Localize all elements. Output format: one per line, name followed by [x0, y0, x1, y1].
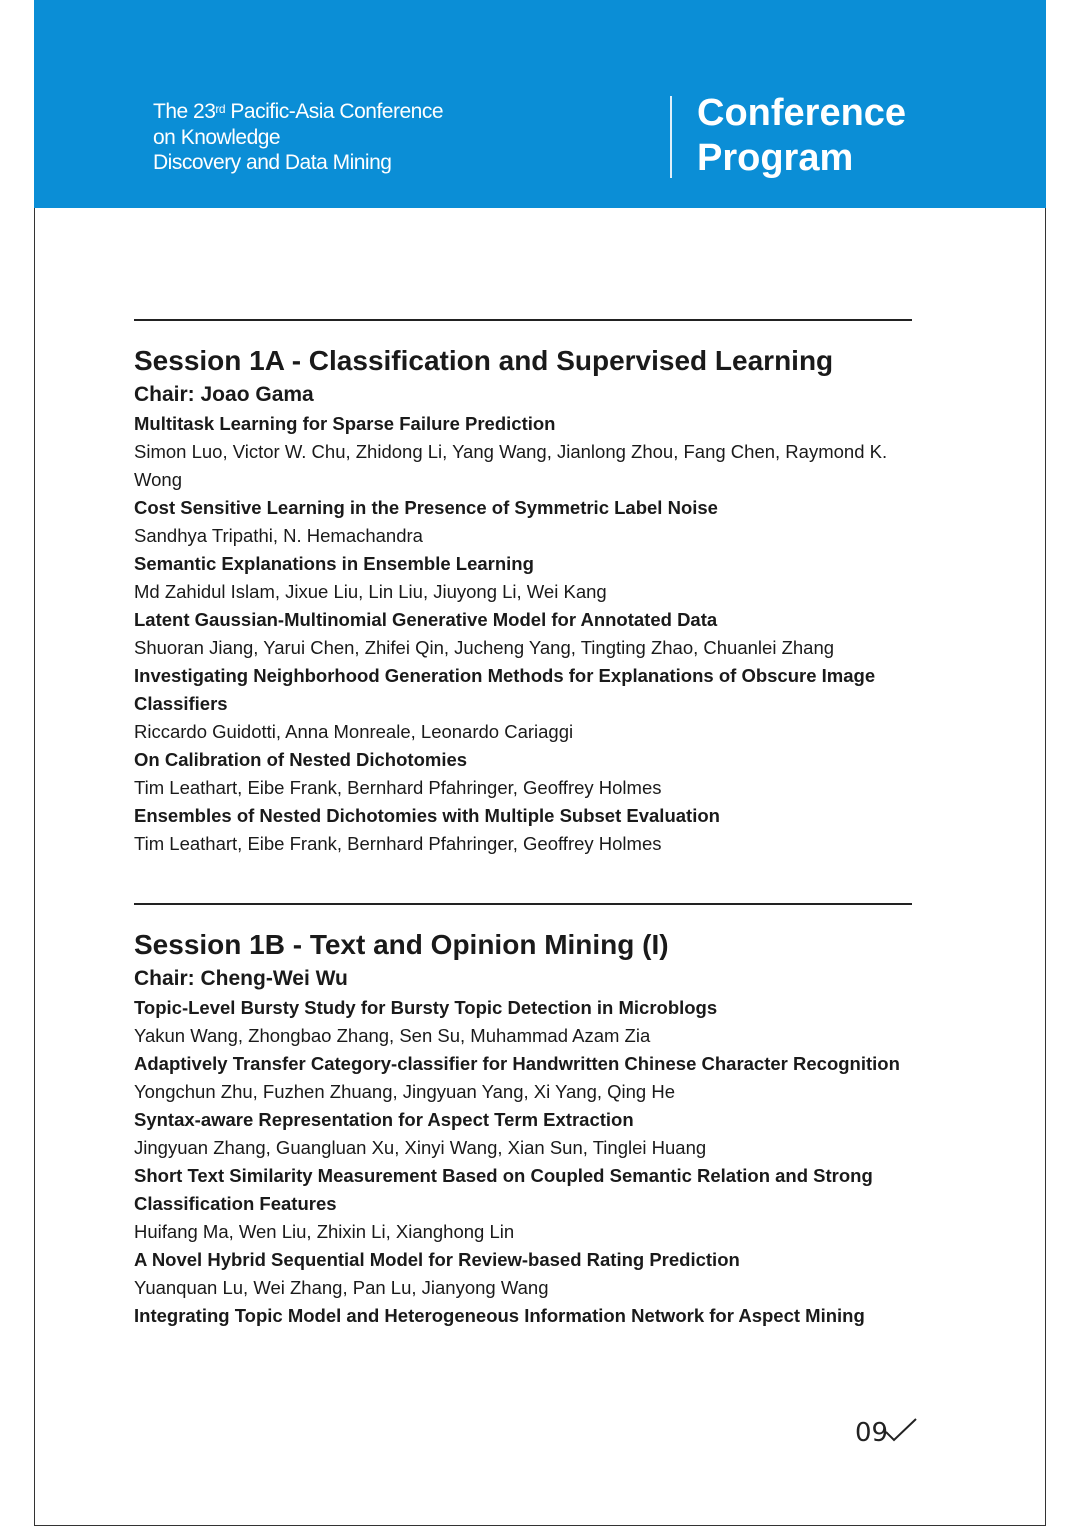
session-title: Session 1B - Text and Opinion Mining (I)	[134, 929, 669, 960]
paper-title: Cost Sensitive Learning in the Presence of Symmetric Label Noise	[134, 497, 718, 518]
paper-authors: Yongchun Zhu, Fuzhen Zhuang, Jingyuan Yang, Xi Yang, Qing He	[134, 1081, 675, 1102]
paper-title: Integrating Topic Model and Heterogeneous Information Network for Aspect Mining	[134, 1305, 865, 1326]
paper-title: Short Text Similarity Measurement Based on Coupled Semantic Relation and Strong Classification Features	[134, 1165, 873, 1214]
paper-title: Multitask Learning for Sparse Failure Prediction	[134, 413, 556, 434]
checkmark-icon	[883, 1416, 919, 1444]
paper-authors: Tim Leathart, Eibe Frank, Bernhard Pfahringer, Geoffrey Holmes	[134, 777, 662, 798]
paper-authors: Yakun Wang, Zhongbao Zhang, Sen Su, Muhammad Azam Zia	[134, 1025, 651, 1046]
program-title-line-2: Program	[697, 137, 854, 179]
paper-title: Topic-Level Bursty Study for Bursty Topic Detection in Microblogs	[134, 997, 718, 1018]
ordinal-suffix: rd	[215, 102, 226, 116]
session-1a	[134, 319, 912, 858]
paper-authors: Tim Leathart, Eibe Frank, Bernhard Pfahringer, Geoffrey Holmes	[134, 833, 662, 854]
program-title-line-1: Conference	[697, 92, 907, 134]
paper-authors: Huifang Ma, Wen Liu, Zhixin Li, Xianghong Lin	[134, 1221, 515, 1242]
paper-title: Ensembles of Nested Dichotomies with Multiple Subset Evaluation	[134, 805, 720, 826]
paper-title: Semantic Explanations in Ensemble Learning	[134, 553, 534, 574]
conference-line-2: on Knowledge	[153, 125, 281, 149]
session-chair: Chair: Joao Gama	[134, 383, 314, 406]
paper-title: On Calibration of Nested Dichotomies	[134, 749, 468, 770]
conference-name	[153, 99, 443, 176]
conference-line-1-rest: Pacific-Asia Conference	[225, 100, 443, 123]
paper-authors: Yuanquan Lu, Wei Zhang, Pan Lu, Jianyong Wang	[134, 1277, 549, 1298]
section-rule	[134, 903, 912, 905]
paper-authors: Md Zahidul Islam, Jixue Liu, Lin Liu, Jiuyong Li, Wei Kang	[134, 581, 607, 602]
section-rule	[134, 319, 912, 321]
page-number: 09	[855, 1418, 889, 1448]
session-chair: Chair: Cheng-Wei Wu	[134, 967, 348, 990]
paper-authors: Sandhya Tripathi, N. Hemachandra	[134, 525, 423, 546]
session-1b	[134, 903, 912, 1330]
paper-title: A Novel Hybrid Sequential Model for Review-based Rating Prediction	[134, 1249, 740, 1270]
conference-line-3: Discovery and Data Mining	[153, 151, 392, 174]
paper-title: Investigating Neighborhood Generation Methods for Explanations of Obscure Image Classifiers	[134, 665, 876, 714]
paper-title: Adaptively Transfer Category-classifier for Handwritten Chinese Character Recognition	[134, 1053, 900, 1074]
session-title: Session 1A - Classification and Supervised Learning	[134, 345, 834, 376]
paper-authors: Shuoran Jiang, Yarui Chen, Zhifei Qin, Jucheng Yang, Tingting Zhao, Chuanlei Zhang	[134, 637, 835, 658]
paper-authors: Riccardo Guidotti, Anna Monreale, Leonardo Cariaggi	[134, 721, 574, 742]
program-title	[697, 91, 906, 181]
paper-authors: Jingyuan Zhang, Guangluan Xu, Xinyi Wang, Xian Sun, Tinglei Huang	[134, 1137, 707, 1158]
header-divider	[670, 96, 672, 178]
paper-title: Latent Gaussian-Multinomial Generative Model for Annotated Data	[134, 609, 718, 630]
paper-title: Syntax-aware Representation for Aspect Term Extraction	[134, 1109, 634, 1130]
conference-line-1: The 23	[153, 100, 216, 123]
paper-authors: Simon Luo, Victor W. Chu, Zhidong Li, Yang Wang, Jianlong Zhou, Fang Chen, Raymond K. Wong	[134, 441, 888, 490]
